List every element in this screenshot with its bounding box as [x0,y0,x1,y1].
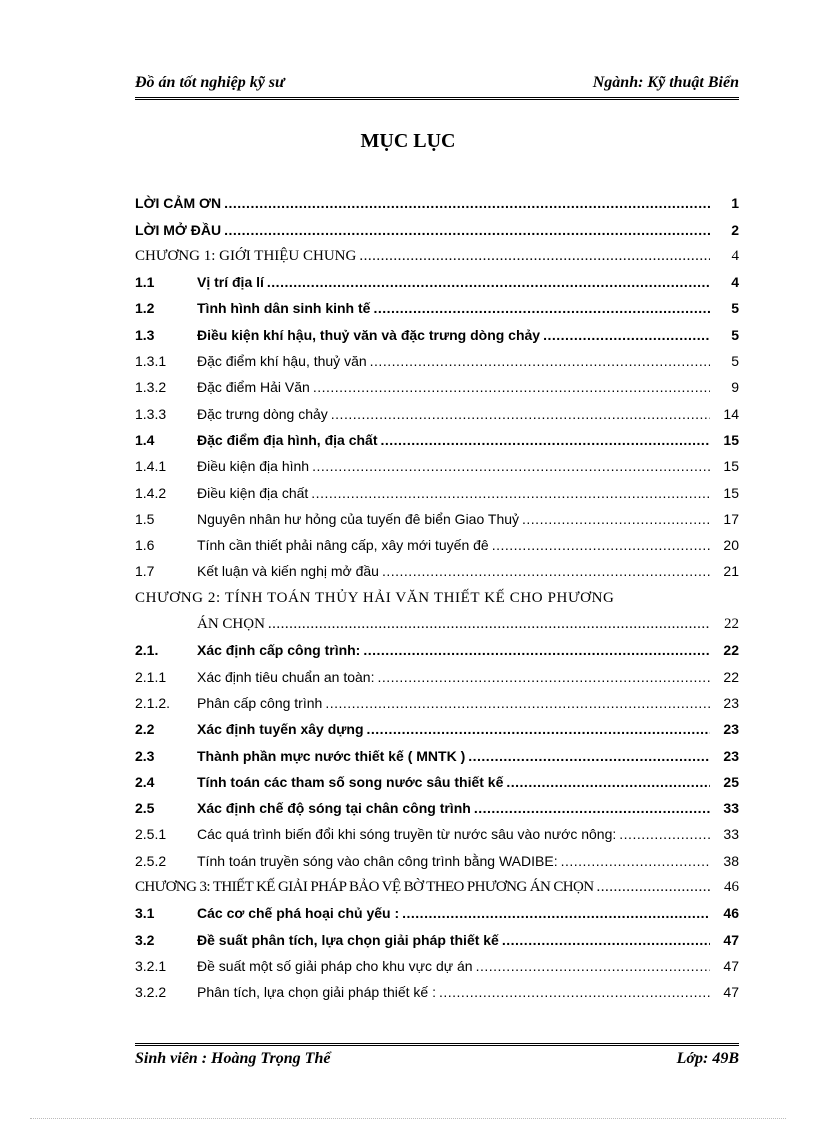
toc-title: Xác định tiêu chuẩn an toàn: [197,668,375,685]
toc-entry [135,291,739,317]
toc-number: 2.5.1 [135,826,167,843]
toc-page-number: 22 [724,616,739,633]
toc-title: Đề suất một số giải pháp cho khu vực dự án [197,957,473,974]
toc-entry [135,528,739,554]
toc-title: Thành phần mực nước thiết kế ( MNTK ) [197,747,466,764]
toc-entry [135,554,739,580]
toc-entry [135,317,739,343]
toc-entry [135,870,739,896]
toc-title: Tình hình dân sinh kinh tế [197,300,371,317]
footer-right: Lớp: 49B [676,1050,739,1067]
toc-title: LỜI CẢM ƠN [135,195,222,212]
header-left: Đồ án tốt nghiệp kỹ sư [135,74,285,91]
toc-number: 2.5.2 [135,852,167,869]
toc-title: Xác định cấp công trình: [197,642,361,659]
toc-title: Đề suất phân tích, lựa chọn giải pháp thiết kế [197,931,499,948]
toc-entry [135,475,739,501]
toc-number: 1.3.3 [135,405,167,422]
toc-page-number: 38 [723,852,739,869]
toc-number: 3.2.2 [135,984,167,1001]
toc-leader-dots [313,379,710,396]
toc-entry [135,423,739,449]
toc-page-number: 47 [723,957,739,974]
toc-number: 2.1. [135,642,159,659]
toc-leader-dots [619,826,710,843]
page-title: MỤC LỤC [360,130,456,152]
toc-page-number: 14 [723,405,739,422]
toc-number: 3.2.1 [135,957,167,974]
toc-leader-dots [474,800,710,817]
toc-page-number: 23 [723,694,739,711]
toc-title: Đặc trưng dòng chảy [197,405,328,422]
toc-title: Điều kiện địa chất [197,484,309,501]
page-edge [30,1118,786,1119]
toc-entry [135,686,739,712]
toc-leader-dots [325,695,710,712]
toc-title: Phân tích, lựa chọn giải pháp thiết kế : [197,984,436,1001]
toc-entry [135,765,739,791]
toc-leader-dots [506,774,710,791]
toc-title: CHƯƠNG 2: TÍNH TOÁN THỦY HẢI VĂN THIẾT KẾ CHO PHƯƠNG [135,589,615,606]
toc-leader-dots [502,932,710,949]
toc-number: 1.6 [135,537,155,554]
toc-page-number: 22 [723,668,739,685]
toc-page-number: 4 [731,247,739,264]
toc-number: 1.4.2 [135,484,167,501]
toc-page-number: 5 [731,326,739,343]
toc-number: 1.7 [135,563,155,580]
toc-number: 1.3.1 [135,353,167,370]
toc-number: 2.4 [135,773,155,790]
toc-number: 1.1 [135,274,155,291]
toc-entry [135,212,739,238]
toc-entry [135,712,739,738]
toc-page-number: 5 [731,300,739,317]
toc-number: 2.1.2. [135,694,171,711]
toc-page-number: 9 [731,379,739,396]
table-of-contents [135,186,739,1001]
toc-title: Điều kiện địa hình [197,458,310,475]
toc-entry [135,396,739,422]
toc-page-number: 17 [723,510,739,527]
toc-number: 3.1 [135,905,155,922]
footer-rule [135,1043,739,1046]
toc-title: CHƯƠNG 1: GIỚI THIỆU CHUNG [135,247,357,264]
toc-leader-dots [359,248,710,265]
toc-title: LỜI MỞ ĐẦU [135,221,222,238]
toc-leader-dots [312,458,710,475]
toc-number: 2.2 [135,721,155,738]
toc-entry [135,186,739,212]
toc-leader-dots [476,958,710,975]
toc-number: 2.3 [135,747,155,764]
toc-title: Vị trí địa lí [197,274,264,291]
toc-leader-dots [377,669,710,686]
toc-page-number: 33 [723,800,739,817]
toc-entry [135,922,739,948]
toc-page-number: 21 [723,563,739,580]
toc-title: Đặc điểm khí hậu, thuỷ văn [197,353,367,370]
toc-title: Các cơ chế phá hoại chủ yếu : [197,905,400,922]
toc-leader-dots [224,195,710,212]
toc-page-number: 46 [724,879,739,896]
toc-entry [135,607,739,633]
toc-entry [135,791,739,817]
toc-leader-dots [439,984,710,1001]
toc-entry [135,370,739,396]
toc-number: 1.4 [135,431,155,448]
toc-title: Điều kiện khí hậu, thuỷ văn và đặc trưng dòng chảy [197,326,541,343]
toc-leader-dots [543,327,710,344]
toc-page-number: 5 [731,353,739,370]
toc-title: CHƯƠNG 3: THIẾT KẾ GIẢI PHÁP BẢO VỆ BỜ THEO PHƯƠNG ÁN CHỌN [135,879,594,896]
toc-title: Nguyên nhân hư hỏng của tuyến đê biển Giao Thuỷ [197,510,520,527]
toc-number: 3.2 [135,931,155,948]
toc-page-number: 47 [723,931,739,948]
toc-leader-dots [370,353,710,370]
toc-page-number: 15 [723,458,739,475]
toc-leader-dots [311,485,710,502]
toc-title: Kết luận và kiến nghị mở đầu [197,563,379,580]
toc-page-number: 47 [723,984,739,1001]
toc-title: Đặc điểm địa hình, địa chất [197,431,378,448]
toc-number: 1.5 [135,510,155,527]
page-footer [135,1050,739,1074]
toc-title: Xác định tuyến xây dựng [197,721,364,738]
toc-entry [135,265,739,291]
toc-title: Tính cần thiết phải nâng cấp, xây mới tuyến đê [197,537,489,554]
toc-leader-dots [367,721,710,738]
toc-entry [135,502,739,528]
toc-title: Tính toán truyền sóng vào chân công trình bằng WADIBE: [197,852,558,869]
toc-leader-dots [382,563,710,580]
toc-page-number: 22 [723,642,739,659]
toc-title: Đặc điểm Hải Văn [197,379,310,396]
toc-entry [135,449,739,475]
toc-page-number: 15 [723,484,739,501]
toc-title: Các quá trình biến đổi khi sóng truyền từ nước sâu vào nước nông: [197,826,617,843]
toc-entry [135,580,739,606]
toc-leader-dots [597,879,711,896]
toc-title: Tính toán các tham số song nước sâu thiết kế [197,773,504,790]
toc-leader-dots [267,274,710,291]
toc-entry [135,738,739,764]
toc-page-number: 2 [731,221,739,238]
toc-entry [135,843,739,869]
toc-title: Phân cấp công trình [197,694,323,711]
toc-leader-dots [492,537,710,554]
toc-title: Xác định chế độ sóng tại chân công trình [197,800,471,817]
toc-leader-dots [373,300,710,317]
toc-page-number: 25 [723,773,739,790]
toc-page-number: 46 [723,905,739,922]
toc-number: 1.2 [135,300,155,317]
toc-leader-dots [561,853,710,870]
toc-leader-dots [522,511,710,528]
toc-entry [135,633,739,659]
toc-entry [135,659,739,685]
toc-number: 2.1.1 [135,668,167,685]
toc-leader-dots [468,748,710,765]
toc-entry [135,239,739,265]
toc-title: ÁN CHỌN [197,616,265,633]
toc-leader-dots [268,616,710,633]
header-right: Ngành: Kỹ thuật Biển [592,74,739,91]
toc-entry [135,344,739,370]
toc-entry [135,975,739,1001]
toc-leader-dots [363,642,710,659]
toc-entry [135,896,739,922]
toc-page-number: 33 [723,826,739,843]
toc-number: 1.3 [135,326,155,343]
toc-page-number: 23 [723,721,739,738]
toc-leader-dots [331,406,710,423]
header-rule [135,97,739,100]
footer-left: Sinh viên : Hoàng Trọng Thể [135,1050,331,1067]
toc-page-number: 23 [723,747,739,764]
toc-entry [135,949,739,975]
page-header [135,74,739,98]
toc-leader-dots [224,222,710,239]
toc-page-number: 1 [731,195,739,212]
toc-number: 1.3.2 [135,379,167,396]
toc-page-number: 20 [723,537,739,554]
toc-page-number: 4 [731,274,739,291]
toc-leader-dots [402,905,710,922]
toc-entry [135,817,739,843]
toc-number: 1.4.1 [135,458,167,475]
toc-leader-dots [380,432,710,449]
toc-number: 2.5 [135,800,155,817]
toc-page-number: 15 [723,431,739,448]
